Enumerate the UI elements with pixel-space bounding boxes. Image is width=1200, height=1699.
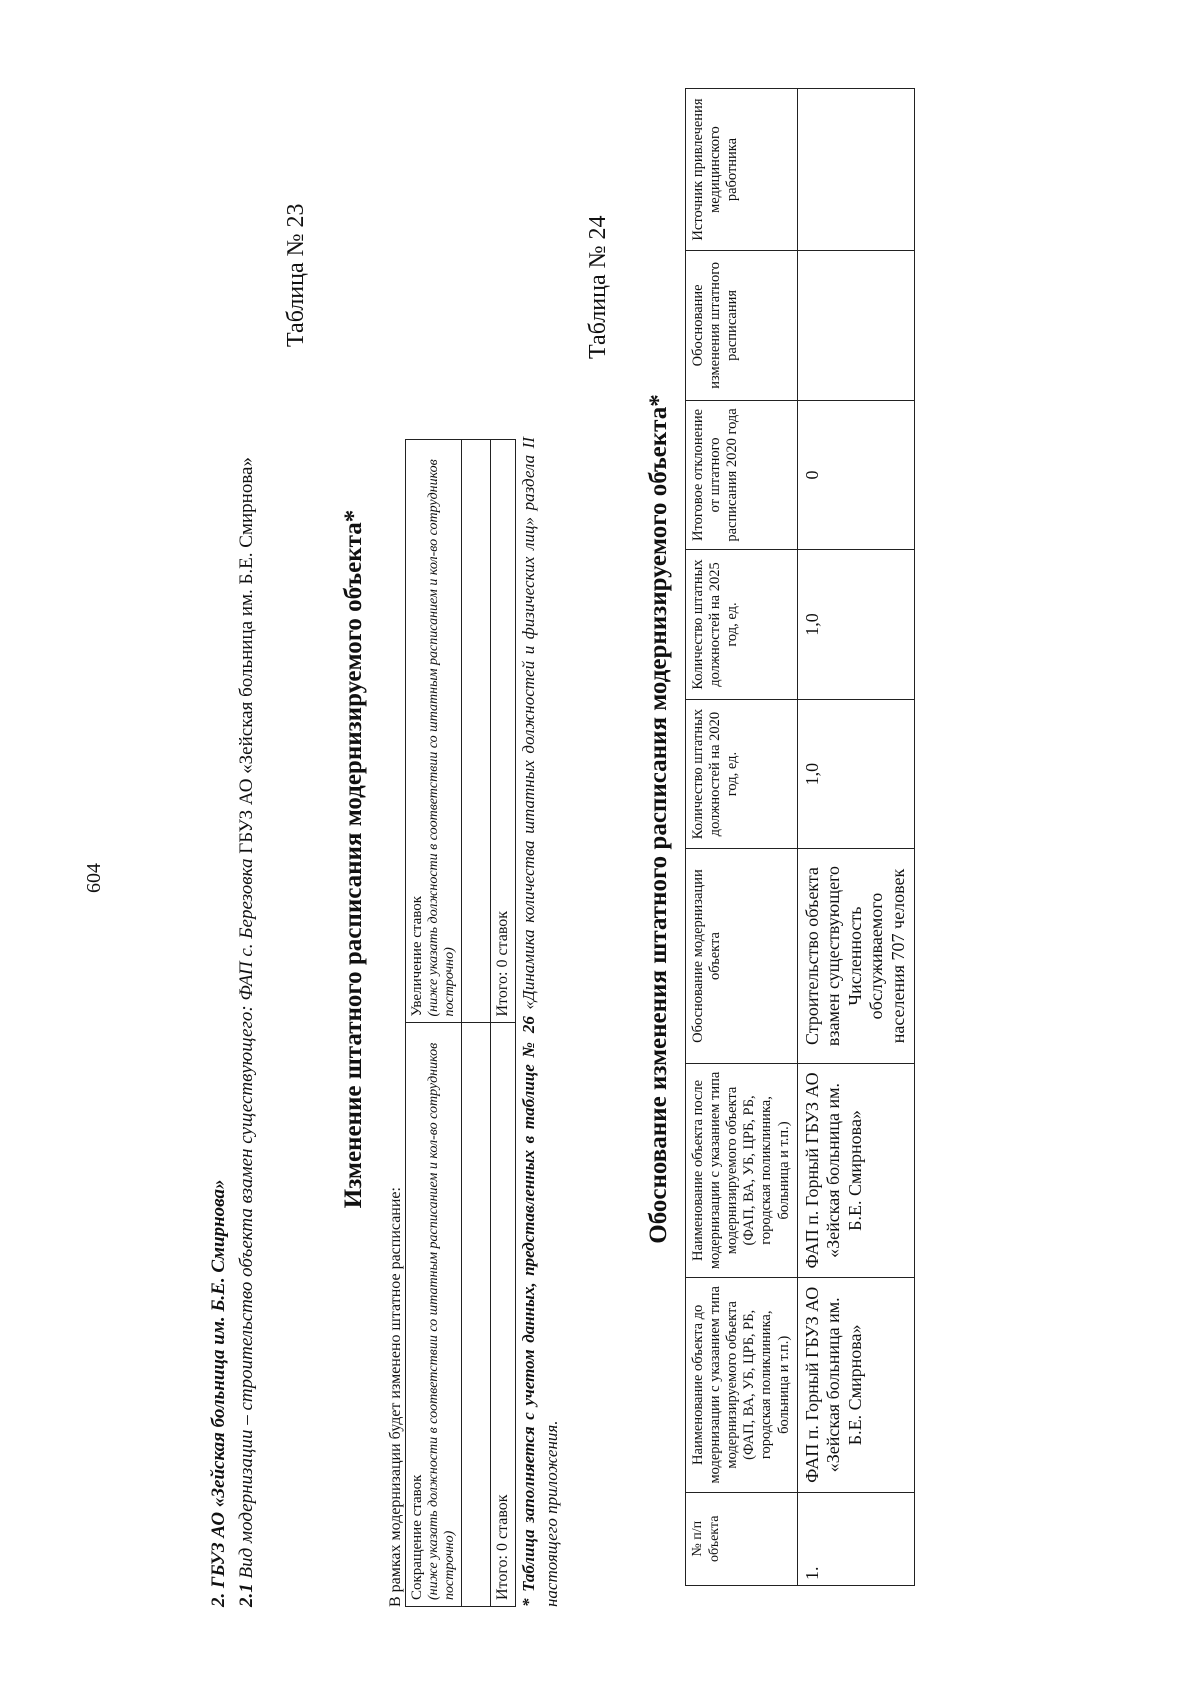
modernization-justification: Строительство объекта взамен существующего Численность обслуживаемого населения 707 человек	[797, 849, 914, 1063]
table24-title: Обоснование изменения штатного расписания модернизируемого объекта*	[645, 394, 672, 1244]
reduction-header-cell	[406, 1023, 462, 1607]
table-row	[491, 440, 516, 1607]
subheading-number: 2.1	[236, 1583, 257, 1607]
footnote-rest: «Динамика количества штатных должностей и физических лиц» раздела II настоящего приложения.	[519, 437, 561, 1607]
column-header: Количество штатных должностей на 2020 год, ед.	[686, 699, 798, 849]
column-header: Источник привлечения медицинского работника	[686, 89, 798, 251]
subheading-type: Вид модернизации – строительство объекта взамен существующего: ФАП с. Березовка	[236, 858, 257, 1579]
table-cell	[462, 1023, 491, 1607]
reduction-note: (ниже указать должности в соответствии со штатным расписанием и кол-во сотрудников построчно)	[426, 1042, 457, 1600]
column-header: Итоговое отклонение от штатного расписания 2020 года	[686, 400, 798, 550]
page-number: 604	[83, 863, 105, 893]
increase-note: (ниже указать должности в соответствии со штатным расписанием и кол-во сотрудников построчно)	[426, 459, 457, 1017]
table23-intro: В рамках модернизации будет изменено штатное расписание:	[387, 1187, 404, 1607]
column-header: № п/п объекта	[686, 1492, 798, 1585]
table23-title: Изменение штатного расписания модернизируемого объекта*	[340, 509, 367, 1209]
reduction-caption: Сокращение ставок	[409, 1474, 425, 1600]
object-before: ФАП п. Горный ГБУЗ АО «Зейская больница им. Б.Е. Смирнова»	[797, 1278, 914, 1492]
section-subheading	[236, 457, 258, 1607]
staff-2025: 1,0	[797, 550, 914, 700]
table-cell	[462, 440, 491, 1024]
table-row	[797, 89, 914, 1586]
staff-2020: 1,0	[797, 699, 914, 849]
increase-caption: Увеличение ставок	[409, 895, 425, 1017]
row-number: 1.	[797, 1492, 914, 1585]
section-heading: 2. ГБУЗ АО «Зейская больница им. Б.Е. Смирнова»	[208, 1179, 229, 1607]
table-header-row	[686, 89, 798, 1586]
footnote-lead: * Таблица заполняется с учетом данных, представленных в таблице № 26	[519, 1016, 538, 1607]
staff-source	[797, 89, 914, 251]
column-header: Наименование объекта до модернизации с указанием типа модернизируемого объекта (ФАП, ВА, УБ, ЦРБ, РБ, городская поликлиника, больница и т.п.)	[686, 1278, 798, 1492]
change-reason	[797, 251, 914, 401]
table23-label: Таблица № 23	[283, 203, 309, 347]
reduction-total: Итого: 0 ставок	[491, 1023, 516, 1607]
subheading-tail: ГБУЗ АО «Зейская больница им. Б.Е. Смирнова»	[236, 457, 257, 854]
staffing-change-table	[405, 439, 516, 1607]
column-header: Наименование объекта после модернизации с указанием типа модернизируемого объекта (ФАП, ВА, УБ, ЦРБ, РБ, городская поликлиника, больница и т.п.)	[686, 1063, 798, 1277]
total-deviation: 0	[797, 400, 914, 550]
column-header: Обоснование модернизации объекта	[686, 849, 798, 1063]
object-after: ФАП п. Горный ГБУЗ АО «Зейская больница им. Б.Е. Смирнова»	[797, 1063, 914, 1277]
increase-header-cell	[406, 440, 462, 1024]
table-row	[462, 440, 491, 1607]
table23-footnote	[518, 437, 564, 1607]
column-header: Количество штатных должностей на 2025 год, ед.	[686, 550, 798, 700]
increase-total: Итого: 0 ставок	[491, 440, 516, 1024]
staffing-justification-table	[685, 88, 915, 1586]
table24-label: Таблица № 24	[585, 215, 611, 359]
column-header: Обоснование изменения штатного расписания	[686, 251, 798, 401]
table-row	[406, 440, 462, 1607]
